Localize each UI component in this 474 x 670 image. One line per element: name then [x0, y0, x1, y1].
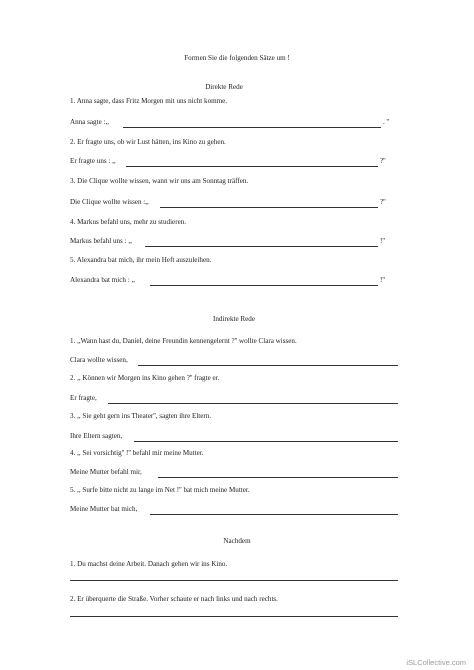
section-heading-nachdem: Nachdem — [223, 537, 251, 545]
exercise-6-answer-line[interactable] — [138, 365, 398, 366]
exercise-6-prompt: 1. ,,Wann hast du, Daniel, deine Freundin kennengelernt ?'' wollte Clara wissen. — [70, 337, 297, 345]
exercise-8-prompt: 3. ,, Sie geht gern ins Theater'', sagten ihre Eltern. — [70, 412, 212, 420]
exercise-5-answer-start: Alexandra bat mich : ,, — [70, 276, 136, 284]
section-heading-direkte-rede: Direkte Rede — [205, 83, 243, 91]
exercise-5-answer-end: !'' — [380, 276, 385, 284]
section-heading-indirekte-rede: Indirekte Rede — [213, 315, 255, 323]
exercise-7-prompt: 2. ,, Können wir Morgen ins Kino gehen ?'' fragte er. — [70, 374, 220, 382]
exercise-3-prompt: 3. Die Clique wollte wissen, wann wir uns am Sonntag träffen. — [70, 177, 249, 185]
exercise-8-answer-line[interactable] — [134, 441, 398, 442]
exercise-5-prompt: 5. Alexandra bat mich, ihr mein Heft auszuleihen. — [70, 256, 212, 264]
exercise-12-prompt: 2. Er überquerte die Straße. Vorher schaute er nach links und nach rechts. — [70, 595, 278, 603]
exercise-9-answer-line[interactable] — [158, 477, 398, 478]
exercise-2-prompt: 2. Er fragte uns, ob wir Lust hätten, ins Kino zu gehen. — [70, 138, 226, 146]
exercise-7-answer-line[interactable] — [108, 403, 398, 404]
exercise-1-answer-end: . '' — [383, 118, 390, 126]
exercise-1-prompt: 1. Anna sagte, dass Fritz Morgen mit uns nicht komme. — [70, 97, 228, 105]
exercise-2-answer-start: Er fragte uns : ,, — [70, 157, 116, 165]
exercise-9-prompt: 4. ,, Sei vorsichtig'' !'' befahl mir meine Mutter. — [70, 449, 204, 457]
worksheet-title: Formen Sie die folgenden Sätze um ! — [184, 54, 290, 62]
exercise-8-answer-start: Ihre Eltern sagten, — [70, 432, 123, 440]
exercise-4-prompt: 4. Markus befahl uns, mehr zu studieren. — [70, 218, 187, 226]
exercise-4-answer-line[interactable] — [145, 246, 378, 247]
exercise-3-answer-line[interactable] — [160, 207, 378, 208]
exercise-4-answer-end: !'' — [380, 237, 385, 245]
exercise-1-answer-line[interactable] — [123, 127, 381, 128]
exercise-2-answer-line[interactable] — [126, 166, 378, 167]
exercise-7-answer-start: Er fragte, — [70, 394, 97, 402]
exercise-9-answer-start: Meine Mutter befahl mir, — [70, 468, 142, 476]
exercise-4-answer-start: Markus befahl uns : ,, — [70, 237, 132, 245]
exercise-1-answer-start: Anna sagte :,, — [70, 118, 110, 126]
exercise-10-prompt: 5. ,, Surfe bitte nicht zu lange im Net !'' bat mich meine Mutter. — [70, 486, 250, 494]
exercise-11-answer-line[interactable] — [70, 580, 398, 581]
exercise-3-answer-end: ?'' — [380, 198, 386, 206]
exercise-5-answer-line[interactable] — [150, 285, 378, 286]
exercise-11-prompt: 1. Du machst deine Arbeit. Danach gehen wir ins Kino. — [70, 560, 228, 568]
exercise-10-answer-start: Meine Mutter bat mich, — [70, 505, 138, 513]
exercise-2-answer-end: ?'' — [380, 157, 386, 165]
exercise-12-answer-line[interactable] — [70, 616, 398, 617]
exercise-10-answer-line[interactable] — [150, 514, 398, 515]
exercise-6-answer-start: Clara wollte wissen, — [70, 356, 128, 364]
exercise-3-answer-start: Die Clique wollte wissen :,, — [70, 198, 149, 206]
site-watermark: iSLCollective.com — [406, 658, 466, 667]
